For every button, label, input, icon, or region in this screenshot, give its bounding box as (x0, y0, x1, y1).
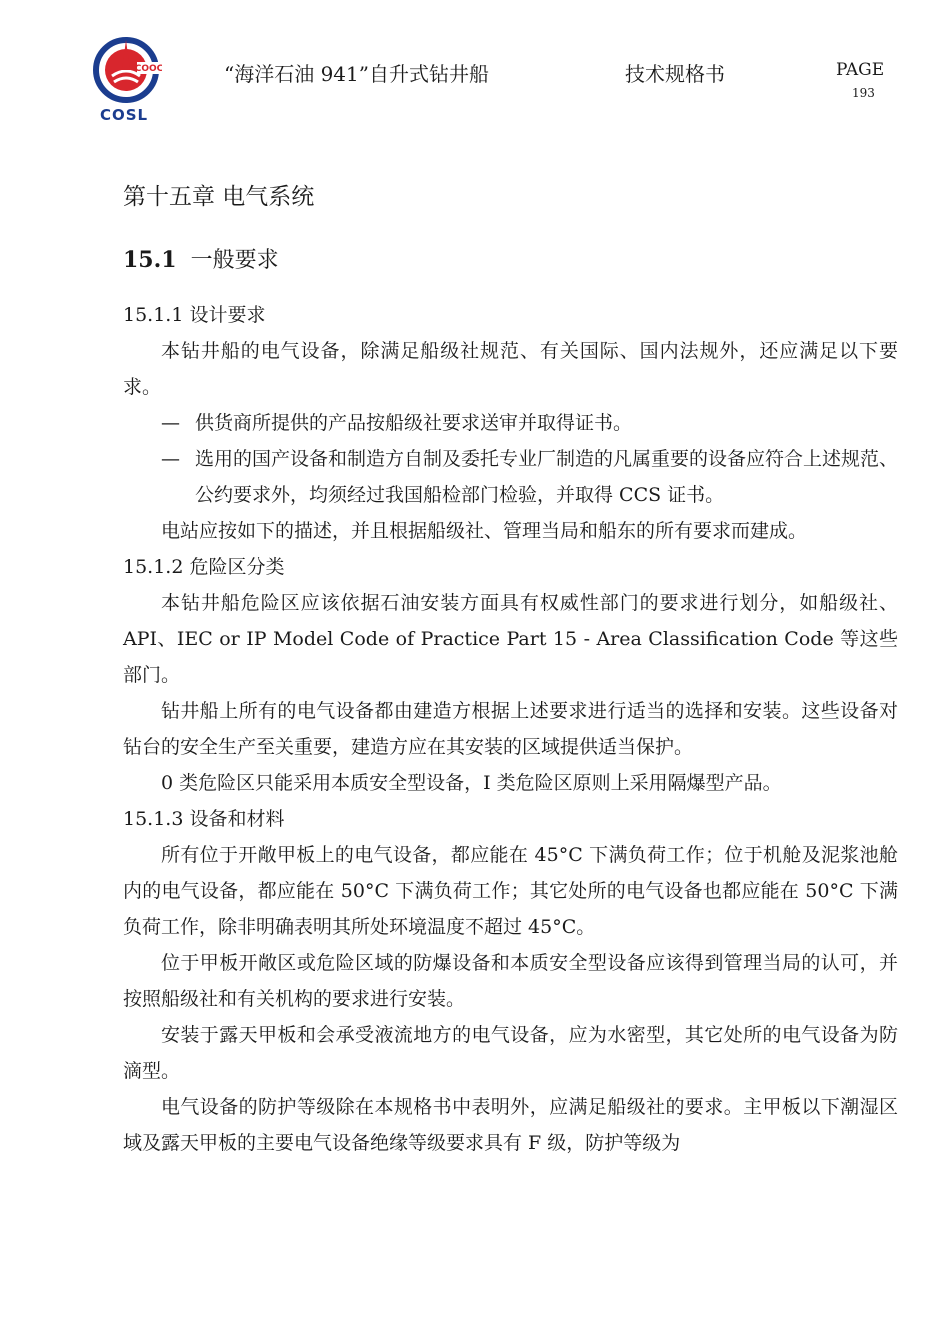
page-label: PAGE (836, 60, 885, 80)
paragraph: 0 类危险区只能采用本质安全型设备，I 类危险区原则上采用隔爆型产品。 (161, 772, 782, 794)
subsection-heading-15-1-1: 15.1.1 设计要求 (123, 304, 266, 326)
paragraph: 电气设备的防护等级除在本规格书中表明外，应满足船级社的要求。主甲板以下潮湿区域及露天甲板的主要电气设备绝缘等级要求具有 F 级，防护等级为 (123, 1096, 898, 1154)
logo-text: COSL (99, 106, 149, 124)
paragraph: 位于甲板开敞区或危险区域的防爆设备和本质安全型设备应该得到管理当局的认可，并按照船级社和有关机构的要求进行安装。 (123, 952, 898, 1010)
list-item (161, 441, 898, 513)
cosl-logo (92, 36, 162, 128)
paragraph: 安装于露天甲板和会承受液流地方的电气设备，应为水密型，其它处所的电气设备为防滴型。 (123, 1024, 898, 1082)
section-heading (123, 244, 898, 277)
section-number: 15.1 (123, 247, 177, 273)
paragraph: 电站应按如下的描述，并且根据船级社、管理当局和船东的所有要求而建成。 (161, 520, 808, 542)
document-title: “海洋石油 941”自升式钻井船 (224, 62, 489, 86)
paragraph: 所有位于开敞甲板上的电气设备，都应能在 45°C 下满负荷工作；位于机舱及泥浆池舱内的电气设备，都应能在 50°C 下满负荷工作；其它处所的电气设备也都应能在 50°C 下满负荷工作，除非明确表明其所处环境温度不超过 45°C。 (123, 844, 898, 938)
subsection-heading-15-1-3: 15.1.3 设备和材料 (123, 808, 285, 830)
list-item-text: 供货商所提供的产品按船级社要求送审并取得证书。 (195, 412, 633, 434)
chapter-title: 第十五章 电气系统 (123, 184, 315, 210)
page-header (0, 0, 950, 140)
logo-inner-text: COOC (134, 64, 162, 74)
dash-marker: — (161, 412, 180, 434)
subsection-heading-15-1-2: 15.1.2 危险区分类 (123, 556, 285, 578)
list-item-text: 选用的国产设备和制造方自制及委托专业厂制造的凡属重要的设备应符合上述规范、公约要求外，均须经过我国船检部门检验，并取得 CCS 证书。 (195, 448, 899, 506)
page-number: 193 (852, 86, 875, 100)
paragraph: 本钻井船危险区应该依据石油安装方面具有权威性部门的要求进行划分，如船级社、API、IEC or IP Model Code of Practice Part 15 - Area Classification Code 等这些部门。 (123, 592, 898, 686)
section-title: 一般要求 (190, 248, 279, 273)
document-body (123, 180, 898, 1161)
cosl-logo-icon (92, 36, 162, 106)
paragraph: 本钻井船的电气设备，除满足船级社规范、有关国际、国内法规外，还应满足以下要求。 (123, 340, 898, 398)
list-item (161, 405, 898, 441)
dash-marker: — (161, 448, 180, 470)
paragraph: 钻井船上所有的电气设备都由建造方根据上述要求进行适当的选择和安装。这些设备对钻台的安全生产至关重要，建造方应在其安装的区域提供适当保护。 (123, 700, 898, 758)
document-type: 技术规格书 (625, 62, 725, 86)
